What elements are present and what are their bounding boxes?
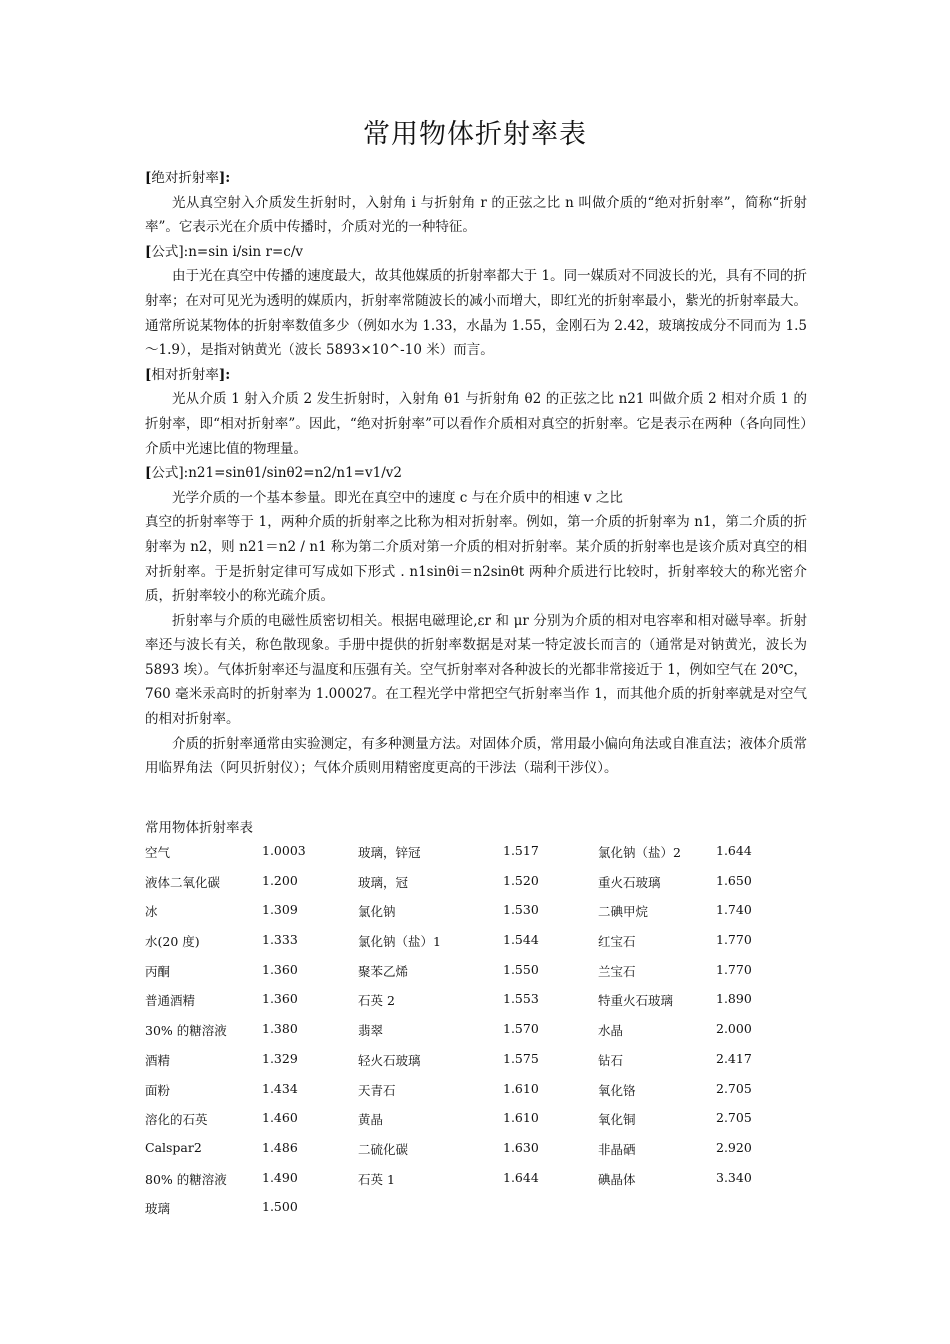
refractive-index: 1.553 — [503, 991, 539, 1007]
refractive-index: 1.500 — [262, 1199, 298, 1215]
refractive-index: 1.544 — [503, 932, 539, 948]
refractive-index: 2.417 — [716, 1050, 752, 1066]
material-name: 氧化铬 — [598, 1082, 636, 1098]
material-name: 兰宝石 — [598, 963, 636, 979]
refractive-index-table — [145, 843, 796, 1229]
material-name: 聚苯乙烯 — [358, 963, 409, 979]
material-name: 二硫化碳 — [358, 1141, 409, 1157]
material-name: 普通酒精 — [145, 993, 196, 1009]
refractive-index: 1.610 — [503, 1110, 539, 1126]
table-row — [145, 1140, 796, 1170]
material-name: 二碘甲烷 — [598, 904, 649, 920]
material-name: 特重火石玻璃 — [598, 993, 674, 1009]
table-row — [145, 1051, 796, 1081]
table-row — [145, 1170, 796, 1200]
relative-ratio-paragraph: 真空的折射率等于 1，两种介质的折射率之比称为相对折射率。例如，第一介质的折射率为 n1，第二介质的折射率为 n2，则 n21＝n2 / n1 称为第二介质对第一介质的相对折射率。某介质的折射率也是该介质对真空的相对折射率。于是折射定律可写成如下形式 . n1sinθi＝n2sinθt 两种介质进行比较时，折射率较大的称光密介质，折射率较小的称光疏介质。 — [145, 514, 807, 605]
relative-index-heading — [145, 363, 807, 388]
refractive-index: 1.360 — [262, 991, 298, 1007]
refractive-index: 2.705 — [716, 1080, 752, 1096]
refractive-index: 1.309 — [262, 902, 298, 918]
table-body — [145, 843, 796, 1229]
refractive-index: 1.520 — [503, 872, 539, 888]
material-name: 钻石 — [598, 1052, 624, 1068]
material-name: 空气 — [145, 845, 171, 860]
refractive-index: 1.530 — [503, 902, 539, 918]
refractive-index: 1.610 — [503, 1080, 539, 1096]
refractive-index: 1.740 — [716, 902, 752, 918]
material-name: 酒精 — [145, 1052, 171, 1068]
refractive-index: 1.650 — [716, 872, 752, 888]
refractive-index: 1.644 — [503, 1169, 539, 1185]
heading-label: 绝对折射率 — [151, 170, 219, 186]
material-name: 氯化钠（盐）2 — [598, 845, 681, 860]
absolute-index-paragraph: 光从真空射入介质发生折射时，入射角 i 与折射角 r 的正弦之比 n 叫做介质的“绝对折射率”，简称“折射率”。它表示光在介质中传播时，介质对光的一种特征。 — [145, 194, 807, 236]
material-name — [598, 1199, 716, 1229]
table-title: 常用物体折射率表 — [145, 820, 253, 836]
refractive-index: 1.0003 — [262, 843, 306, 858]
refractive-index: 1.770 — [716, 932, 752, 948]
refractive-index — [716, 1199, 796, 1229]
formula-text: ]:n=sin i/sin r=c/v — [178, 243, 304, 260]
material-name: 30% 的糖溶液 — [145, 1023, 227, 1039]
material-name: 溶化的石英 — [145, 1112, 208, 1128]
material-name: 面粉 — [145, 1082, 171, 1098]
table-row — [145, 991, 796, 1021]
refractive-index: 2.705 — [716, 1110, 752, 1126]
heading-label: 相对折射率 — [151, 366, 219, 383]
refractive-index: 2.920 — [716, 1139, 752, 1155]
measurement-paragraph: 介质的折射率通常由实验测定，有多种测量方法。对固体介质，常用最小偏向角法或自准直法；液体介质常用临界角法（阿贝折射仪）；气体介质则用精密度更高的干涉法（瑞利干涉仪）。 — [145, 735, 807, 777]
refractive-index: 1.770 — [716, 961, 752, 977]
material-name — [358, 1199, 503, 1229]
table-row — [145, 1081, 796, 1111]
refractive-index: 1.460 — [262, 1110, 298, 1126]
table-row — [145, 873, 796, 903]
material-name: 氯化钠（盐）1 — [358, 934, 441, 950]
material-name: 水(20 度) — [145, 934, 200, 950]
electromagnetic-paragraph: 折射率与介质的电磁性质密切相关。根据电磁理论,εr 和 μr 分别为介质的相对电容率和相对磁导率。折射率还与波长有关，称色散现象。手册中提供的折射率数据是对某一特定波长而言的（通常是对钠黄光，波长为 5893 埃）。气体折射率还与温度和压强有关。空气折射率对各种波长的光都非常接近于 1，例如空气在 20℃，760 毫米汞高时的折射率为 1.00027。在工程光学中常把空气折射率当作 1，而其他介质的折射率就是对空气的相对折射率。 — [145, 612, 807, 728]
material-name: 玻璃，锌冠 — [358, 845, 421, 860]
material-name: 轻火石玻璃 — [358, 1052, 421, 1068]
bracket-close: ]: — [218, 170, 231, 186]
refractive-index: 1.517 — [503, 843, 539, 858]
table-row — [145, 1021, 796, 1051]
refractive-index: 3.340 — [716, 1169, 752, 1185]
bracket-close: ]: — [218, 366, 231, 383]
refractive-index: 1.490 — [262, 1169, 298, 1185]
dispersion-paragraph: 由于光在真空中传播的速度最大，故其他媒质的折射率都大于 1。同一媒质对不同波长的光，具有不同的折射率；在对可见光为透明的媒质内，折射率常随波长的减小而增大，即红光的折射率最小，紫光的折射率最大。通常所说某物体的折射率数值多少（例如水为 1.33，水晶为 1.55，金刚石为 2.42，玻璃按成分不同而为 1.5～1.9），是指对钠黄光（波长 5893×10^-10 米）而言。 — [145, 268, 807, 359]
material-name: Calspar2 — [145, 1139, 202, 1155]
refractive-index: 1.570 — [503, 1021, 539, 1037]
refractive-index: 1.329 — [262, 1050, 298, 1066]
bracket-open: [ — [145, 366, 152, 383]
formula-text: ]:n21=sinθ1/sinθ2=n2/n1=v1/v2 — [178, 465, 402, 482]
bracket-open: [ — [145, 170, 152, 186]
table-row — [145, 902, 796, 932]
table-row — [145, 843, 796, 873]
refractive-index: 1.575 — [503, 1050, 539, 1066]
optical-parameter-paragraph: 光学介质的一个基本参量。即光在真空中的速度 c 与在介质中的相速 v 之比 — [172, 489, 623, 506]
refractive-index: 1.486 — [262, 1139, 298, 1155]
refractive-index: 1.550 — [503, 961, 539, 977]
table-row — [145, 932, 796, 962]
material-name: 水晶 — [598, 1023, 624, 1039]
refractive-index: 1.333 — [262, 932, 298, 948]
table-row — [145, 1199, 796, 1229]
formula-absolute — [145, 240, 807, 265]
material-name: 重火石玻璃 — [598, 874, 661, 890]
material-name: 液体二氧化碳 — [145, 874, 221, 890]
material-name: 石英 1 — [358, 1171, 395, 1187]
absolute-index-heading — [145, 166, 807, 191]
refractive-index: 2.000 — [716, 1021, 752, 1037]
table-row — [145, 962, 796, 992]
refractive-index: 1.630 — [503, 1139, 539, 1155]
refractive-index: 1.434 — [262, 1080, 298, 1096]
formula-label: 公式 — [151, 465, 179, 482]
refractive-index — [503, 1199, 598, 1229]
bracket-open: [ — [145, 465, 152, 482]
material-name: 80% 的糖溶液 — [145, 1171, 227, 1187]
material-name: 红宝石 — [598, 934, 636, 950]
document-body — [145, 166, 807, 781]
refractive-index: 1.890 — [716, 991, 752, 1007]
material-name: 玻璃，冠 — [358, 874, 409, 890]
table-row — [145, 1110, 796, 1140]
material-name: 翡翠 — [358, 1023, 384, 1039]
material-name: 氧化铜 — [598, 1112, 636, 1128]
material-name: 黄晶 — [358, 1112, 384, 1128]
page-title: 常用物体折射率表 — [363, 119, 587, 150]
bracket-open: [ — [145, 243, 152, 260]
refractive-index: 1.644 — [716, 843, 752, 858]
material-name: 玻璃 — [145, 1201, 171, 1217]
material-name: 冰 — [145, 904, 158, 920]
formula-label: 公式 — [151, 243, 179, 260]
material-name: 丙酮 — [145, 963, 171, 979]
formula-relative — [145, 461, 807, 486]
material-name: 天青石 — [358, 1082, 396, 1098]
refractive-index: 1.380 — [262, 1021, 298, 1037]
refractive-index: 1.200 — [262, 872, 298, 888]
relative-index-paragraph: 光从介质 1 射入介质 2 发生折射时，入射角 θ1 与折射角 θ2 的正弦之比 n21 叫做介质 2 相对介质 1 的折射率，即“相对折射率”。因此，“绝对折射率”可以看作介质相对真空的折射率。它是表示在两种（各向同性）介质中光速比值的物理量。 — [145, 391, 807, 457]
material-name: 石英 2 — [358, 993, 395, 1009]
material-name: 氯化钠 — [358, 904, 396, 920]
refractive-index: 1.360 — [262, 961, 298, 977]
material-name: 碘晶体 — [598, 1171, 636, 1187]
material-name: 非晶硒 — [598, 1141, 636, 1157]
